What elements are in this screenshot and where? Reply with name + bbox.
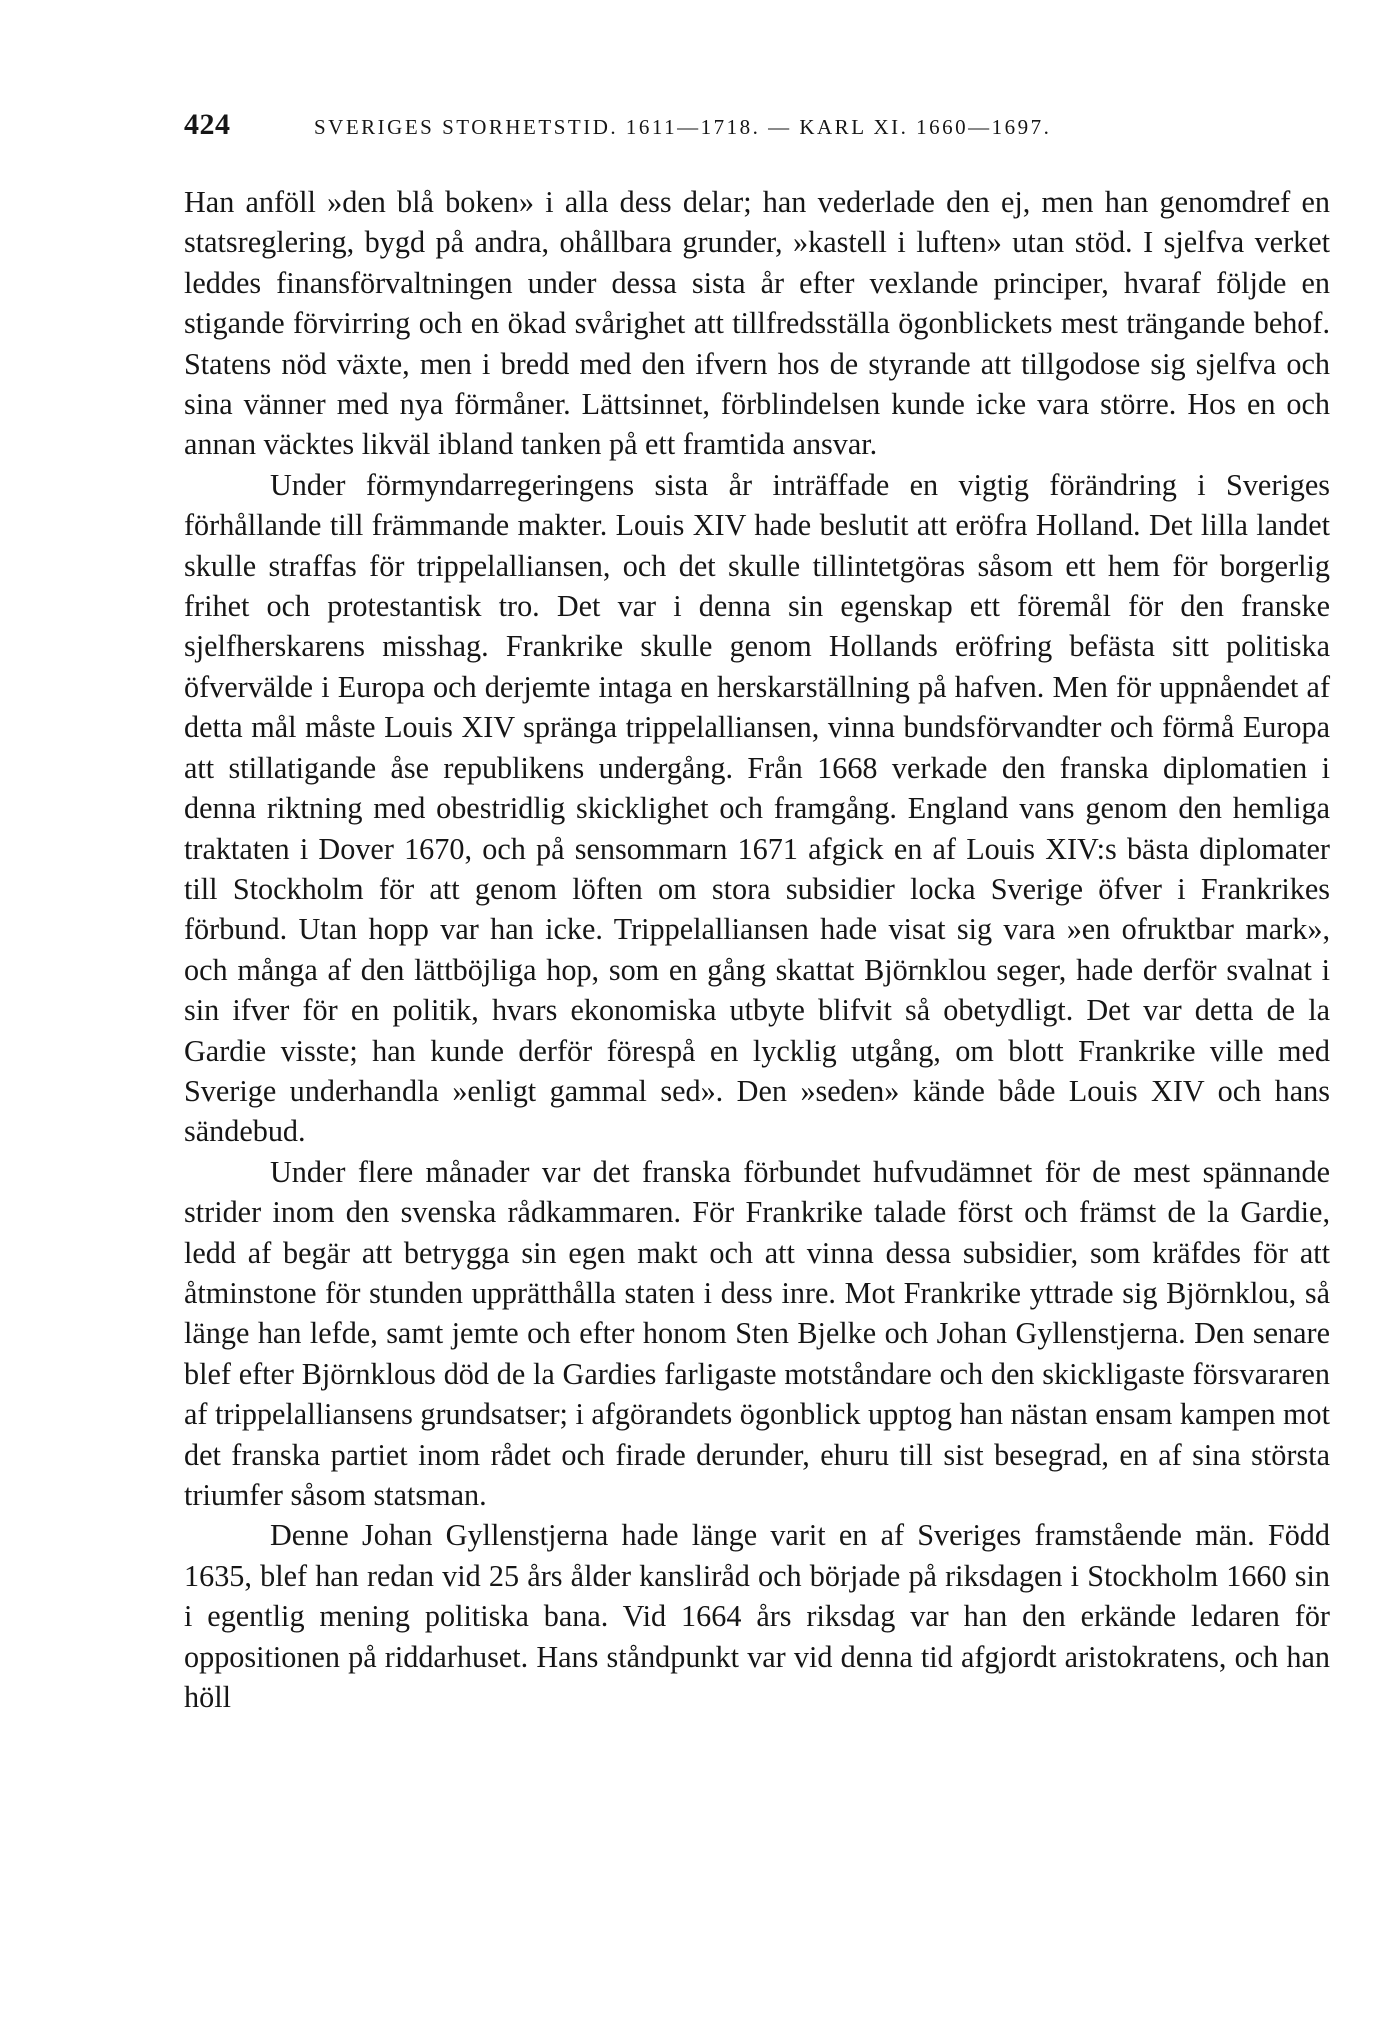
paragraph-2: Under förmyndarregeringens sista år inträffade en vigtig förändring i Sveriges förhållande till främmande makter. Louis XIV hade beslutit att eröfra Holland. Det lilla landet skulle straffas för trippelalliansen, och det skulle tillintetgöras såsom ett hem för borgerlig frihet och protestantisk tro. Det var i denna sin egenskap ett föremål för den franske sjelfherskarens misshag. Frankrike skulle genom Hollands eröfring befästa sitt politiska öfvervälde i Europa och derjemte intaga en herskarställning på hafven. Men för uppnåendet af detta mål måste Louis XIV spränga trippelalliansen, vinna bundsförvandter och förmå Europa att stillatigande åse republikens undergång. Från 1668 verkade den franska diplomatien i denna riktning med obestridlig skicklighet och framgång. England vans genom den hemliga traktaten i Dover 1670, och på sensommarn 1671 afgick en af Louis XIV:s bästa diplomater till Stockholm för att genom löften om stora subsidier locka Sverige öfver i Frankrikes förbund. Utan hopp var han icke. Trippelalliansen hade visat sig vara »en ofruktbar mark», och många af den lättböjliga hop, som en gång skattat Björnklou seger, hade derför svalnat i sin ifver för en politik, hvars ekonomiska utbyte blifvit så obetydligt. Det var detta de la Gardie visste; han kunde derför förespå en lycklig utgång, om blott Frankrike ville med Sverige underhandla »enligt gammal sed». Den »seden» kände både Louis XIV och hans sändebud. <box>184 467 1330 1149</box>
page-number: 424 <box>184 108 231 141</box>
running-head <box>184 108 1330 148</box>
paragraph-3: Under flere månader var det franska förbundet hufvudämnet för de mest spännande strider inom den svenska rådkammaren. För Frankrike talade först och främst de la Gardie, ledd af begär att betrygga sin egen makt och att vinna dessa subsidier, som kräfdes för att åtminstone för stunden upprätthålla staten i dess inre. Mot Frankrike yttrade sig Björnklou, så länge han lefde, samt jemte och efter honom Sten Bjelke och Johan Gyllenstjerna. Den senare blef efter Björnklous död de la Gardies farligaste motståndare och den skickligaste försvararen af trippelalliansens grundsatser; i afgörandets ögonblick upptog han nästan ensam kampen mot det franska partiet inom rådet och firade derunder, ehuru till sist besegrad, en af sina största triumfer såsom statsman. <box>184 1154 1330 1512</box>
paragraph-1: Han anföll »den blå boken» i alla dess delar; han vederlade den ej, men han genomdref en statsreglering, bygd på andra, ohållbara grunder, »kastell i luften» utan stöd. I sjelfva verket leddes finansförvaltningen under dessa sista år efter vexlande principer, hvaraf följde en stigande förvirring och en ökad svårighet att tillfredsställa ögonblickets mest trängande behof. Statens nöd växte, men i bredd med den ifvern hos de styrande att tillgodose sig sjelfva och sina vänner med nya förmåner. Lättsinnet, förblindelsen kunde icke vara större. Hos en och annan väcktes likväl ibland tanken på ett framtida ansvar. <box>184 185 1330 462</box>
body-text <box>184 182 1330 1717</box>
paragraph-4: Denne Johan Gyllenstjerna hade länge varit en af Sveriges framstående män. Född 1635, blef han redan vid 25 års ålder kansliråd och började på riksdagen i Stockholm 1660 sin i egentlig mening politiska bana. Vid 1664 års riksdag var han den erkände ledaren för oppositionen på riddarhuset. Hans ståndpunkt var vid denna tid afgjordt aristokratens, och han höll <box>184 1518 1330 1715</box>
book-page <box>184 108 1330 1717</box>
running-title: SVERIGES STORHETSTID. 1611—1718. — KARL XI. 1660—1697. <box>314 115 1052 139</box>
